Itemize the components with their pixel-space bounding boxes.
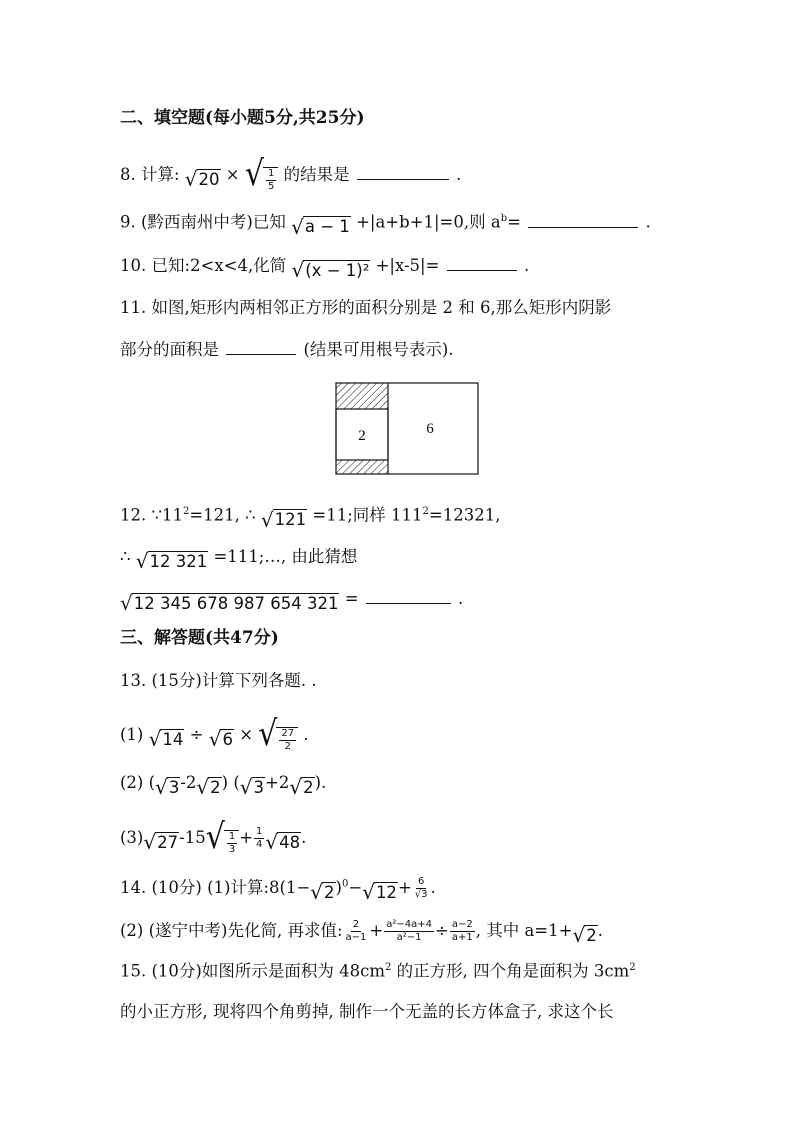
q13-p1-label: (1) bbox=[120, 725, 144, 744]
q10-middle: +|x-5|= bbox=[375, 256, 440, 275]
q14-p1-close: ) bbox=[335, 878, 342, 897]
q12-part1: 12. ∵11 bbox=[120, 505, 183, 525]
question-13-part1 bbox=[120, 714, 309, 755]
question-11-line1: 11. 如图,矩形内两相邻正方形的面积分别是 2 和 6,那么矩形内阴影 bbox=[120, 298, 612, 317]
q14-p1-plus: + bbox=[397, 878, 412, 897]
q13-p2-mid: ) ( bbox=[221, 773, 240, 792]
question-15-line2: 的小正方形, 现将四个角剪掉, 制作一个无盖的长方体盒子, 求这个长 bbox=[120, 1002, 614, 1021]
q14-p1-start: 14. (10分) (1)计算:8(1− bbox=[120, 878, 311, 897]
question-14-part2 bbox=[120, 920, 603, 945]
sqrt-a-minus-1: √ a − 1 bbox=[291, 214, 350, 239]
q12-exp2: 2 bbox=[422, 506, 429, 517]
q12-guess-text: =111;…, 由此猜想 bbox=[213, 547, 358, 566]
question-10 bbox=[120, 258, 529, 280]
q11-answer-blank[interactable] bbox=[226, 353, 296, 355]
q9-middle: +|a+b+1|=0,则 a bbox=[356, 212, 501, 232]
q8-answer-blank[interactable] bbox=[357, 178, 449, 180]
q12-part2: =121, ∴ bbox=[189, 505, 256, 525]
q8-suffix: 的结果是 bbox=[283, 165, 350, 184]
q13-p2-minus: -2 bbox=[180, 773, 197, 792]
times-sign: × bbox=[239, 725, 254, 744]
fraction-one-quarter: $\frac{1}{4}$ bbox=[256, 826, 263, 850]
question-11-line2 bbox=[120, 342, 454, 359]
shaded-region-top bbox=[336, 383, 388, 409]
sqrt-48: √ 48 bbox=[265, 830, 301, 854]
sqrt-6: √ 6 bbox=[208, 727, 233, 751]
question-13-part3 bbox=[120, 817, 307, 858]
question-9 bbox=[120, 214, 651, 237]
question-14-part1 bbox=[120, 877, 436, 902]
q12-part4: =12321, bbox=[428, 505, 501, 525]
sqrt-2: √ 2 bbox=[196, 775, 221, 799]
q14-p1-exponent: 0 bbox=[341, 878, 349, 890]
large-square-label: 6 bbox=[426, 421, 434, 437]
q13-p3-end: . bbox=[301, 828, 307, 847]
q11-suffix: (结果可用根号表示). bbox=[303, 340, 454, 359]
q11-prefix: 部分的面积是 bbox=[120, 340, 219, 359]
question-13-part2 bbox=[120, 775, 326, 797]
q12-answer-blank[interactable] bbox=[366, 602, 451, 604]
q9-end: . bbox=[645, 212, 651, 232]
sqrt-one-third: √ $\frac{1}{3}$ bbox=[206, 825, 240, 855]
sqrt-3: √ 3 bbox=[239, 775, 265, 799]
sqrt-3: √ 3 bbox=[155, 775, 180, 799]
sqrt-2: √ 2 bbox=[310, 880, 335, 904]
q15-part2: 的正方形, 四个角是面积为 3cm bbox=[391, 961, 630, 981]
sqrt-12: √ 12 bbox=[362, 880, 397, 904]
question-12-line3 bbox=[120, 591, 463, 613]
rectangle-squares-figure bbox=[335, 382, 480, 476]
q8-prefix: 8. 计算: bbox=[120, 165, 180, 184]
sqrt-27-over-2: √ $\frac{27}{2}$ bbox=[258, 722, 298, 752]
sqrt-x-minus-1-squared: √ (x − 1)² bbox=[291, 258, 370, 282]
q14-p2-end: . bbox=[597, 921, 603, 940]
fraction-2-over-a-minus-1: $\frac{2}{a-1}$ bbox=[345, 919, 367, 943]
q13-p2-end: ). bbox=[314, 773, 327, 792]
q13-p3-label: (3) bbox=[120, 828, 144, 847]
q13-p2-plus: +2 bbox=[265, 773, 290, 792]
sqrt-121: √ 121 bbox=[260, 507, 307, 532]
divide-sign: ÷ bbox=[435, 921, 449, 940]
divide-sign: ÷ bbox=[189, 725, 204, 744]
q15-exp2: 2 bbox=[629, 962, 636, 973]
q13-p1-end: . bbox=[303, 725, 309, 744]
fraction-quadratic: $\frac{\text{a²−4a+4}}{\text{a²−1}}$ bbox=[386, 919, 432, 943]
plus-sign: + bbox=[369, 921, 384, 940]
shaded-region-bottom bbox=[336, 460, 388, 474]
q8-end: . bbox=[456, 165, 462, 184]
q12-therefore: ∴ bbox=[120, 547, 131, 566]
q12-end: . bbox=[458, 589, 464, 608]
question-8 bbox=[120, 154, 462, 195]
q10-prefix: 10. 已知:2<x<4,化简 bbox=[120, 256, 287, 275]
q9-exponent: b bbox=[500, 213, 508, 224]
q12-exp1: 2 bbox=[182, 506, 190, 517]
q13-p2-open: (2) ( bbox=[120, 773, 156, 792]
section-heading-solve: 三、解答题(共47分) bbox=[120, 628, 279, 648]
small-square-label: 2 bbox=[358, 428, 366, 444]
q9-answer-blank[interactable] bbox=[528, 226, 638, 228]
fraction-6-over-sqrt3: $\frac{6}{√3}$ bbox=[414, 876, 428, 900]
question-12-line1 bbox=[120, 507, 500, 530]
q9-equals: = bbox=[507, 212, 521, 232]
q10-end: . bbox=[523, 256, 530, 275]
sqrt-long-number: √ 12 345 678 987 654 321 bbox=[120, 591, 339, 615]
q14-p2-start: (2) (遂宁中考)先化简, 再求值: bbox=[120, 921, 343, 940]
q14-p1-minus: − bbox=[348, 878, 363, 897]
q15-exp1: 2 bbox=[384, 962, 392, 973]
q9-prefix: 9. (黔西南州中考)已知 bbox=[120, 212, 286, 232]
q14-p1-end: . bbox=[430, 878, 436, 897]
question-13-intro: 13. (15分)计算下列各题. . bbox=[120, 671, 317, 690]
q14-p2-condition: , 其中 a=1+ bbox=[475, 921, 573, 940]
sqrt-one-fifth: √ $\frac{1}{5}$ bbox=[245, 162, 279, 192]
sqrt-2: √ 2 bbox=[572, 923, 597, 947]
fraction-a-minus-2-over-a-plus-1: $\frac{a-2}{a+1}$ bbox=[451, 919, 473, 943]
times-sign: × bbox=[225, 165, 240, 184]
plus-sign: + bbox=[239, 828, 254, 847]
sqrt-20: √ 20 bbox=[184, 167, 220, 191]
q15-part1: 15. (10分)如图所示是面积为 48cm bbox=[120, 961, 385, 981]
question-12-line2 bbox=[120, 549, 357, 571]
q12-part3: =11;同样 111 bbox=[312, 505, 423, 525]
question-15-line1 bbox=[120, 963, 636, 980]
q13-p3-minus15: -15 bbox=[179, 828, 206, 847]
sqrt-2: √ 2 bbox=[289, 775, 314, 799]
sqrt-14: √ 14 bbox=[148, 727, 184, 751]
section-heading-fill-blank: 二、填空题(每小题5分,共25分) bbox=[120, 108, 365, 128]
q10-answer-blank[interactable] bbox=[447, 269, 517, 271]
sqrt-12321: √ 12 321 bbox=[135, 549, 208, 573]
sqrt-27: √ 27 bbox=[143, 830, 179, 854]
q12-equals: = bbox=[344, 589, 359, 608]
